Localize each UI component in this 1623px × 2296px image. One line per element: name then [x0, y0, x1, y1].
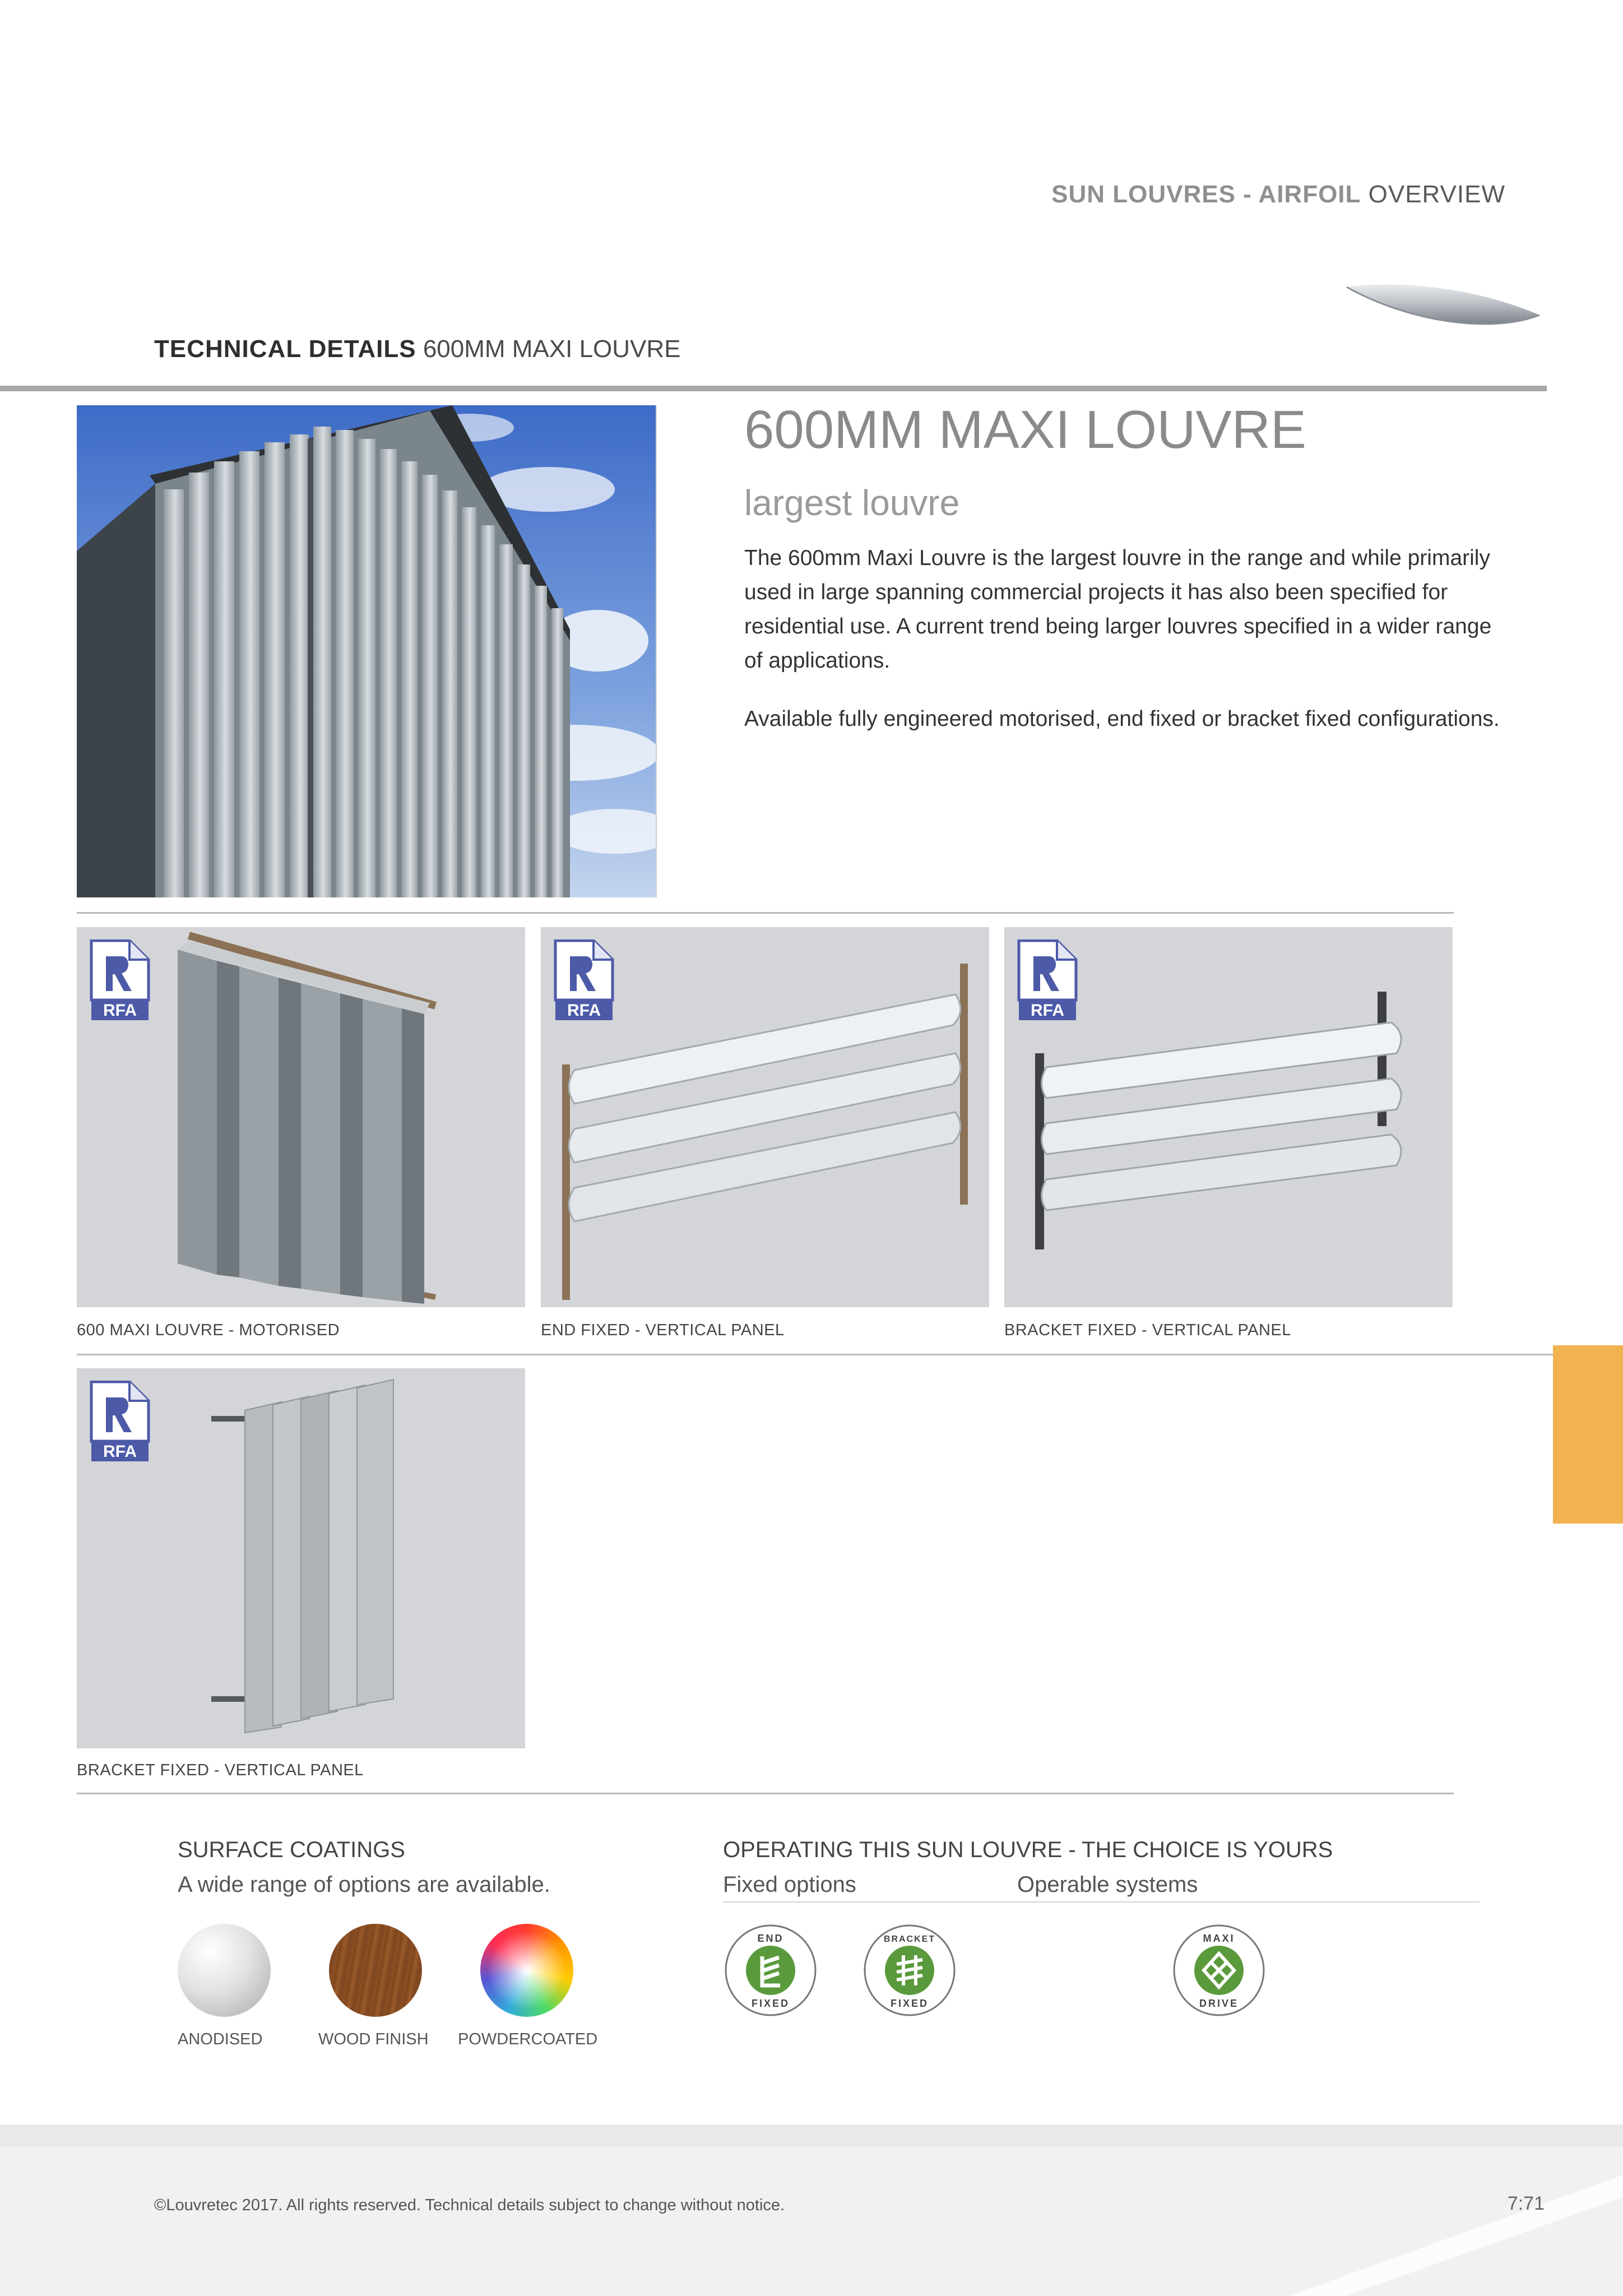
rfa-label: RFA	[567, 1001, 601, 1020]
end-fixed-louvre-image	[541, 927, 989, 1307]
caption-bracket-vertical: BRACKET FIXED - VERTICAL PANEL	[77, 1761, 364, 1779]
operating-title: OPERATING THIS SUN LOUVRE - THE CHOICE IS YOURS	[723, 1837, 1333, 1862]
technical-label: TECHNICAL DETAILS	[154, 335, 416, 363]
section-tab	[1553, 1345, 1623, 1524]
caption-motorised: 600 MAXI LOUVRE - MOTORISED	[77, 1321, 340, 1339]
badge-bottom-text: FIXED	[890, 1998, 929, 2009]
surface-coatings-subtitle: A wide range of options are available.	[178, 1872, 550, 1897]
wood-finish-label: WOOD FINISH	[318, 2030, 429, 2048]
caption-end-fixed: END FIXED - VERTICAL PANEL	[541, 1321, 785, 1339]
technical-details-heading	[154, 335, 681, 363]
header-subsection: OVERVIEW	[1368, 180, 1505, 208]
maxi-drive-badge-icon	[1171, 1923, 1267, 2018]
powdercoated-label: POWDERCOATED	[458, 2030, 598, 2048]
operable-systems-label: Operable systems	[1017, 1872, 1198, 1897]
section-rule	[77, 912, 1454, 914]
motorised-louvre-image	[77, 927, 525, 1307]
page-number: 7:71	[1507, 2193, 1545, 2214]
description-paragraph: The 600mm Maxi Louvre is the largest louvre in the range and while primarily used in large spanning commercial projects it has also been specified for residential use. A current trend being larger louvres specified in a wider range of applications.	[744, 546, 1492, 673]
hero-divider	[656, 405, 657, 897]
badge-top-text: BRACKET	[883, 1934, 936, 1944]
bracket-fixed-louvre-image	[1004, 927, 1453, 1307]
surface-coatings-title: SURFACE COATINGS	[178, 1837, 405, 1862]
rfa-label: RFA	[103, 1442, 137, 1461]
product-title: 600MM MAXI LOUVRE	[744, 400, 1306, 460]
document-header	[1051, 180, 1505, 209]
wood-finish-swatch	[329, 1924, 422, 2017]
caption-bracket-fixed: BRACKET FIXED - VERTICAL PANEL	[1004, 1321, 1291, 1339]
rfa-label: RFA	[103, 1001, 137, 1020]
fixed-options-label: Fixed options	[723, 1872, 856, 1897]
section-rule	[77, 1793, 1454, 1794]
anodised-label: ANODISED	[178, 2030, 263, 2048]
product-subtitle: largest louvre	[744, 483, 960, 523]
building-photo	[77, 405, 657, 897]
operating-rule	[723, 1901, 1480, 1902]
header-rule	[0, 386, 1547, 391]
copyright-notice: ©Louvretec 2017. All rights reserved. Technical details subject to change without notice.	[154, 2196, 785, 2214]
airfoil-logo-icon	[1342, 275, 1544, 353]
configuration-paragraph: Available fully engineered motorised, end fixed or bracket fixed configurations.	[744, 707, 1500, 731]
end-fixed-badge-icon	[723, 1923, 818, 2018]
anodised-swatch	[178, 1924, 271, 2017]
rfa-label: RFA	[1031, 1001, 1064, 1020]
badge-top-text: MAXI	[1203, 1933, 1235, 1944]
technical-product: 600MM MAXI LOUVRE	[423, 335, 681, 363]
badge-top-text: END	[757, 1933, 784, 1944]
badge-bottom-text: FIXED	[751, 1998, 790, 2009]
bracket-fixed-vertical-image	[77, 1368, 525, 1748]
badge-bottom-text: DRIVE	[1199, 1998, 1239, 2009]
section-rule	[77, 1354, 1554, 1355]
powdercoated-swatch	[480, 1924, 573, 2017]
header-section: SUN LOUVRES - AIRFOIL	[1051, 180, 1361, 208]
bracket-fixed-badge-icon	[862, 1923, 957, 2018]
